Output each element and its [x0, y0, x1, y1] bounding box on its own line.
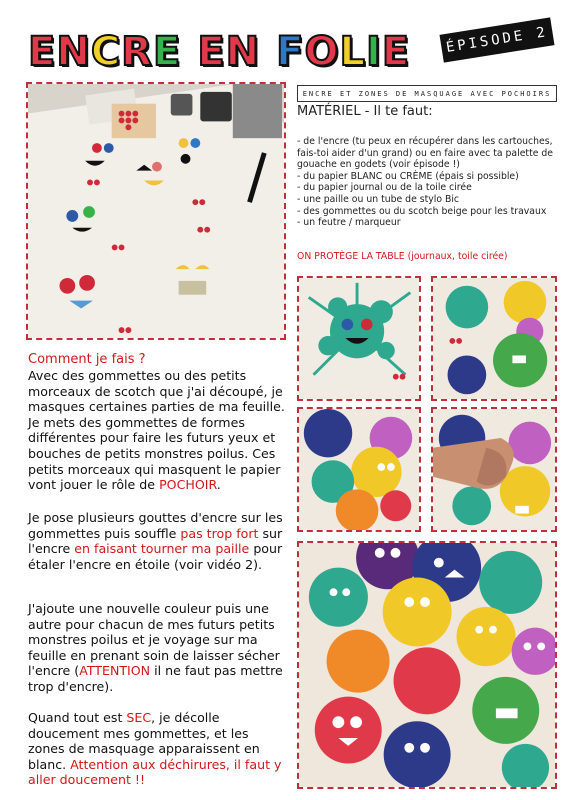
- step-1-image: [299, 278, 419, 399]
- title-letter: N: [225, 29, 261, 75]
- list-item: - de l'encre (tu peux en récupérer dans les cartouches, fais-toi aider d'un grand) ou en faire avec ta palette de gouache en godets (voir épisode !): [297, 136, 554, 171]
- highlight-text: en faisant tourner ma paille: [74, 541, 250, 557]
- title-letter: E: [28, 29, 57, 75]
- list-item: - du papier BLANC ou CRÈME (épais si possible): [297, 170, 519, 182]
- list-item: - du papier journal ou de la toile cirée: [297, 182, 472, 194]
- page-title: [28, 30, 426, 74]
- list-item: - une paille ou un tube de stylo Bic: [297, 193, 460, 205]
- paragraph-blow: [28, 510, 286, 572]
- stickers-photo-image: [28, 84, 284, 338]
- photo-final-result: [297, 541, 557, 789]
- title-letter: E: [381, 29, 411, 75]
- paragraph-colors: [28, 601, 286, 695]
- title-word: [28, 29, 182, 75]
- title-letter: L: [339, 29, 366, 75]
- title-letter: O: [304, 29, 340, 75]
- materiel-heading: MATÉRIEL - Il te faut:: [297, 104, 433, 119]
- photo-step-2: [431, 276, 557, 401]
- subtitle-banner: ENCRE ET ZONES DE MASQUAGE AVEC POCHOIRS: [297, 85, 557, 102]
- episode-badge: ÉPISODE 2: [439, 17, 554, 62]
- highlight-text: SEC: [126, 710, 152, 725]
- title-letter: I: [365, 29, 382, 75]
- title-letter: E: [152, 29, 182, 75]
- paragraph-text: Je pose plusieurs gouttes d'encre sur les gommettes puis souffle: [28, 510, 283, 541]
- title-letter: C: [90, 29, 122, 75]
- materiel-list: [297, 136, 559, 229]
- paragraph-stencil: [28, 368, 286, 493]
- step-4-image: [433, 409, 555, 530]
- title-letter: N: [56, 29, 91, 75]
- title-word: [276, 29, 411, 75]
- title-letter: E: [197, 29, 226, 75]
- title-letter: F: [276, 29, 305, 75]
- paragraph-text: , je décolle doucement mes gommettes, et les zones de masquage apparaissent en blanc.: [28, 710, 260, 772]
- paragraph-text: .: [216, 477, 221, 493]
- highlight-text: Attention aux déchirures, il faut y aller doucement !!: [28, 756, 282, 788]
- highlight-text: ATTENTION: [79, 663, 151, 679]
- photo-step-1: [297, 276, 421, 401]
- step-3-image: [299, 409, 419, 530]
- final-result-image: [299, 543, 555, 787]
- paragraph-text: Avec des gommettes ou des petits morceaux de scotch que j'ai découpé, je masques certaines parties de ma feuille. Je mets des gommettes de formes différentes pour faire les futurs yeux et bouches de petits monstres poilus. Ces petits morceaux qui masquent le papier vont jouer le rôle de: [28, 368, 285, 493]
- highlight-text: pas trop fort: [180, 525, 259, 541]
- how-heading: Comment je fais ?: [28, 352, 146, 367]
- paragraph-text: Quand tout est: [28, 710, 127, 725]
- photo-step-4: [431, 407, 557, 532]
- title-letter: R: [121, 29, 153, 75]
- highlight-text: POCHOIR: [159, 477, 217, 493]
- list-item: - des gommettes ou du scotch beige pour les travaux: [297, 205, 547, 217]
- title-word: [197, 29, 261, 75]
- photo-stickers-setup: [26, 82, 286, 340]
- photo-step-3: [297, 407, 421, 532]
- paragraph-text: J'ajoute une nouvelle couleur puis une autre pour chacun de mes futurs petits monstres poilus et je voyage sur ma feuille en prenant soin de laisser sécher l'encre (: [28, 601, 280, 679]
- list-item: - un feutre / marqueur: [297, 217, 401, 229]
- step-2-image: [433, 278, 555, 399]
- paragraph-dry: [28, 710, 286, 788]
- protect-table-note: ON PROTÈGE LA TABLE (journaux, toile cirée): [297, 251, 508, 262]
- paragraph-text: pour étaler l'encre en étoile (voir vidéo 2).: [28, 541, 283, 572]
- paragraph-text: sur l'encre: [28, 525, 283, 557]
- paragraph-text: il ne faut pas mettre trop d'encre).: [28, 663, 283, 694]
